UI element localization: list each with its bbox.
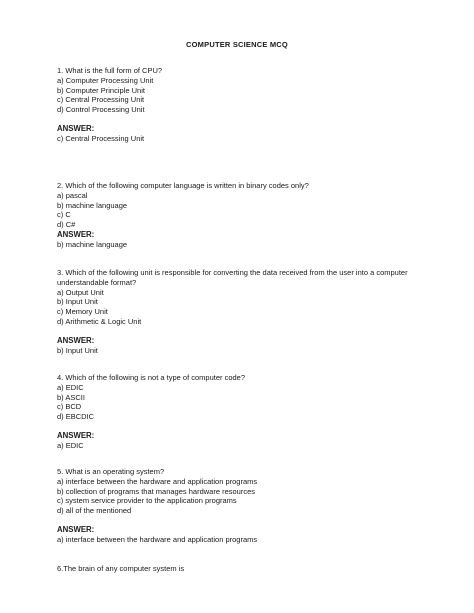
option-c: c) Central Processing Unit (57, 95, 145, 105)
question-block-6 (57, 564, 427, 574)
question-text: 5. What is an operating system? (57, 467, 165, 476)
option-d: d) EBCDIC (57, 412, 95, 422)
option-a: a) Computer Processing Unit (57, 75, 154, 85)
option-c: c) system service provider to the application programs (57, 496, 237, 506)
question-text: 1. What is the full form of CPU? (57, 66, 163, 75)
option-b: b) machine language (57, 200, 128, 210)
document-title: COMPUTER SCIENCE MCQ (186, 40, 288, 49)
question-block-5 (57, 467, 427, 545)
answer-label: ANSWER: (57, 524, 95, 534)
answer-label: ANSWER: (57, 123, 95, 133)
option-c: c) C (57, 210, 71, 220)
answer-text: b) Input Unit (57, 345, 98, 355)
answer-text: a) interface between the hardware and application programs (57, 534, 258, 544)
question-block-3 (57, 268, 427, 356)
option-c: c) Memory Unit (57, 307, 108, 317)
option-d: d) Arithmetic & Logic Unit (57, 316, 142, 326)
option-a: a) EDIC (57, 382, 84, 392)
answer-label: ANSWER: (57, 430, 95, 440)
question-text: 6.The brain of any computer system is (57, 564, 185, 573)
option-a: a) interface between the hardware and application programs (57, 476, 258, 486)
answer-label: ANSWER: (57, 335, 95, 345)
question-text: 3. Which of the following unit is responsible for converting the data received from the user into a computer understandable format? (57, 268, 408, 287)
answer-text: b) machine language (57, 239, 128, 249)
option-a: a) pascal (57, 190, 88, 200)
question-block-1 (57, 66, 427, 144)
answer-text: a) EDIC (57, 440, 84, 450)
option-d: d) all of the mentioned (57, 506, 132, 516)
answer-text: c) Central Processing Unit (57, 133, 145, 143)
question-block-4 (57, 373, 427, 451)
option-b: b) collection of programs that manages hardware resources (57, 486, 256, 496)
question-text: 4. Which of the following is not a type of computer code? (57, 373, 246, 382)
option-b: b) Input Unit (57, 297, 98, 307)
question-text: 2. Which of the following computer language is written in binary codes only? (57, 181, 309, 190)
option-b: b) ASCII (57, 392, 85, 402)
option-d: d) C# (57, 220, 76, 230)
option-c: c) BCD (57, 402, 82, 412)
answer-label: ANSWER: (57, 229, 95, 239)
question-block-2 (57, 181, 427, 250)
option-a: a) Output Unit (57, 287, 104, 297)
option-b: b) Computer Principle Unit (57, 85, 145, 95)
option-d: d) Control Processing Unit (57, 105, 145, 115)
